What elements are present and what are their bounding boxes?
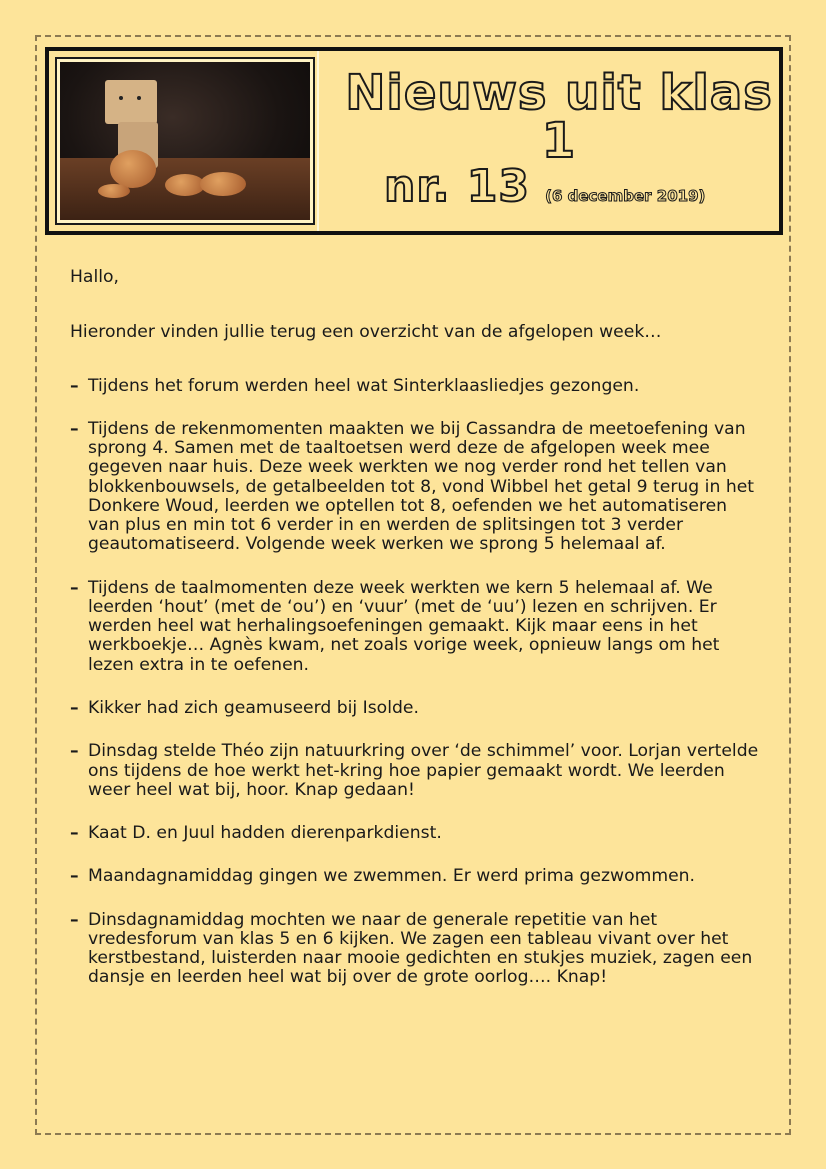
news-item: – Dinsdag stelde Théo zijn natuurkring over ‘de schimmel’ voor. Lorjan vertelde ons tijdens de hoe werkt het-kring hoe papier gemaakt wordt. We leerden weer heel wat bij, hoor. Knap gedaan! [70, 742, 760, 800]
news-item: – Dinsdagnamiddag mochten we naar de generale repetitie van het vredesforum van klas 5 en 6 kijken. We zagen een tableau vivant over het kerstbestand, luisterden naar mooie gedichten en stukjes muziek, zagen een dansje en leerden heel wat bij over de grote oorlog…. Knap! [70, 911, 760, 988]
greeting: Hallo, [70, 267, 119, 287]
news-item: – Kikker had zich geamuseerd bij Isolde. [70, 699, 760, 718]
news-item: – Tijdens het forum werden heel wat Sinterklaasliedjes gezongen. [70, 377, 760, 396]
news-item: – Tijdens de taalmomenten deze week werkten we kern 5 helemaal af. We leerden ‘hout’ (met de ‘ou’) en ‘vuur’ (met de ‘uu’) lezen en schrijven. Er werden heel wat herhalingsoefeningen gemaakt. Kijk maar eens in het werkboekje… Agnès kwam, net zoals vorige week, opnieuw langs om het lezen extra in te oefenen. [70, 579, 760, 675]
newsletter-header [45, 47, 783, 235]
newsletter-body [70, 268, 760, 1012]
issue-number: nr. 13 [384, 161, 531, 212]
issue-date: (6 december 2019) [545, 187, 706, 205]
news-item: – Tijdens de rekenmomenten maakten we bij Cassandra de meetoefening van sprong 4. Samen met de taaltoetsen werd deze de afgelopen week mee gegeven naar huis. Deze week werkten we nog verder rond het tellen van blokkenbouwsels, de getalbeelden tot 8, vond Wibbel het getal 9 terug in het Donkere Woud, leerden we optellen tot 8, oefenden we het automatiseren van plus en min tot 6 verder in en werden de splitsingen tot 3 verder geautomatiseerd. Volgende week werken we sprong 5 helemaal af. [70, 420, 760, 555]
newsletter-title: Nieuws uit klas 1 [345, 65, 773, 169]
news-item: – Kaat D. en Juul hadden dierenparkdienst. [70, 824, 760, 843]
header-photo [55, 57, 315, 225]
news-items-list [70, 377, 760, 988]
intro-text: Hieronder vinden jullie terug een overzicht van de afgelopen week… [70, 322, 662, 343]
news-item: – Maandagnamiddag gingen we zwemmen. Er werd prima gezwommen. [70, 867, 760, 886]
header-divider [317, 51, 319, 231]
issue-line [384, 161, 705, 212]
